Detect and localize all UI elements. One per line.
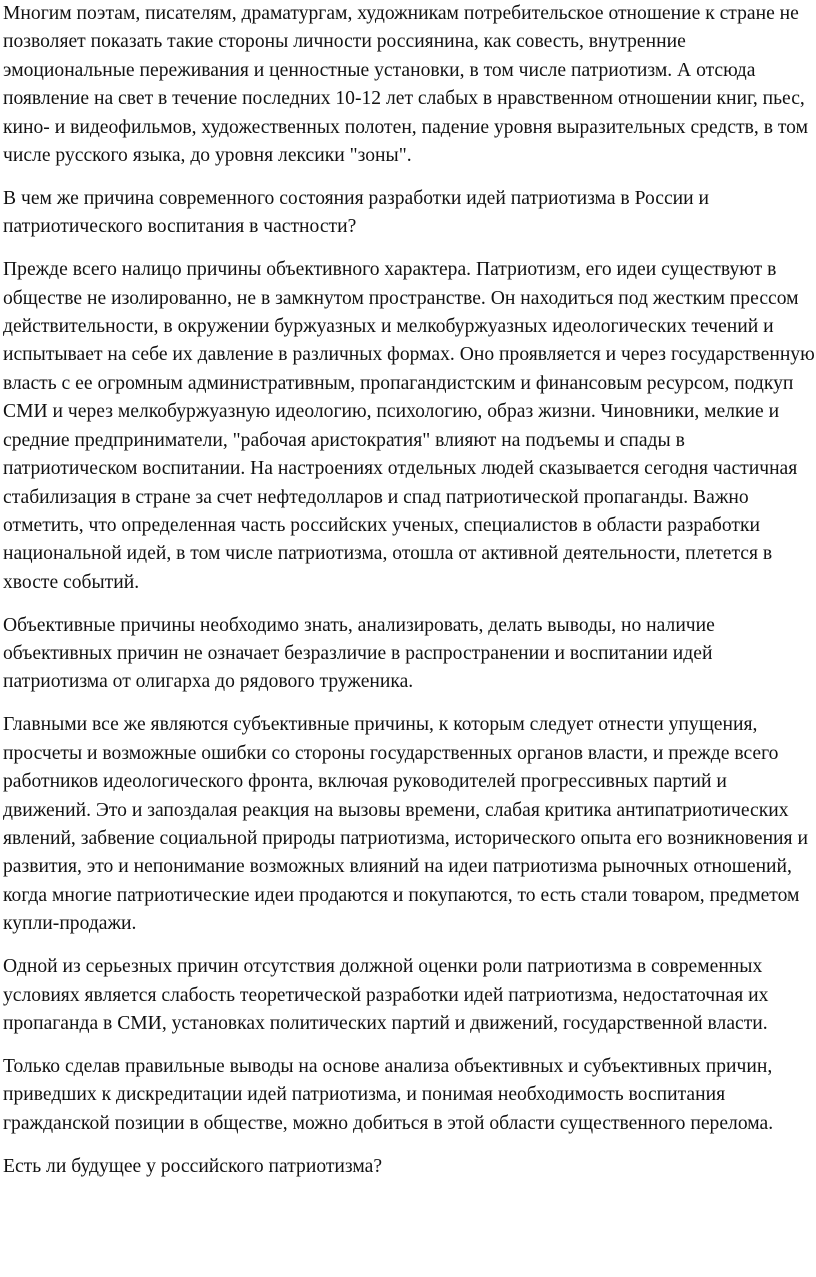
paragraph-1: Многим поэтам, писателям, драматургам, художникам потребительское отношение к стране не позволяет показать такие стороны личности россиянина, как совесть, внутренние эмоциональные переживания и ценностные установки, в том числе патриотизм. А отсюда появление на свет в течение последних 10-12 лет слабых в нравственном отношении книг, пьес, кино- и видеофильмов, художественных полотен, падение уровня выразительных средств, в том числе русского языка, до уровня лексики "зоны". (3, 3, 808, 167)
paragraph-4: Объективные причины необходимо знать, анализировать, делать выводы, но наличие объективных причин не означает безразличие в распространении и воспитании идей патриотизма от олигарха до рядового труженика. (3, 614, 715, 693)
paragraph-2: В чем же причина современного состояния разработки идей патриотизма в России и патриотического воспитания в частности? (3, 187, 710, 238)
paragraph-8: Есть ли будущее у российского патриотизма? (3, 1155, 383, 1177)
paragraph-6: Одной из серьезных причин отсутствия должной оценки роли патриотизма в современных условиях является слабость теоретической разработки идей патриотизма, недостаточная их пропаганда в СМИ, установках политических партий и движений, государственной власти. (3, 956, 769, 1034)
paragraph-5: Главными все же являются субъективные причины, к которым следует отнести упущения, просчеты и возможные ошибки со стороны государственных органов власти, и прежде всего работников идеологического фронта, включая руководителей прогрессивных партий и движений. Это и запоздалая реакция на вызовы времени, слабая критика антипатриотических явлений, забвение социальной природы патриотизма, исторического опыта его возникновения и развития, это и непонимание возможных влияний на идеи патриотизма рыночных отношений, когда многие патриотические идеи продаются и покупаются, то есть стали товаром, предметом купли-продажи. (3, 714, 808, 935)
paragraph-7: Только сделав правильные выводы на основе анализа объективных и субъективных причин, приведших к дискредитации идей патриотизма, и понимая необходимость воспитания гражданской позиции в обществе, можно добиться в этой области существенного перелома. (3, 1055, 774, 1134)
paragraph-3: Прежде всего налицо причины объективного характера. Патриотизм, его идеи существуют в обществе не изолированно, не в замкнутом пространстве. Он находиться под жестким прессом действительности, в окружении буржуазных и мелкобуржуазных идеологических течений и испытывает на себе их давление в различных формах. Оно проявляется и через государственную власть с ее огромным административным, пропагандистским и финансовым ресурсом, подкуп СМИ и через мелкобуржуазную идеологию, психологию, образ жизни. Чиновники, мелкие и средние предприниматели, "рабочая аристократия" влияют на подъемы и спады в патриотическом воспитании. На настроениях отдельных людей сказывается сегодня частичная стабилизация в стране за счет нефтедолларов и спад патриотической пропаганды. Важно отметить, что определенная часть российских ученых, специалистов в области разработки национальной идей, в том числе патриотизма, отошла от активной деятельности, плетется в хвосте событий. (3, 259, 815, 593)
